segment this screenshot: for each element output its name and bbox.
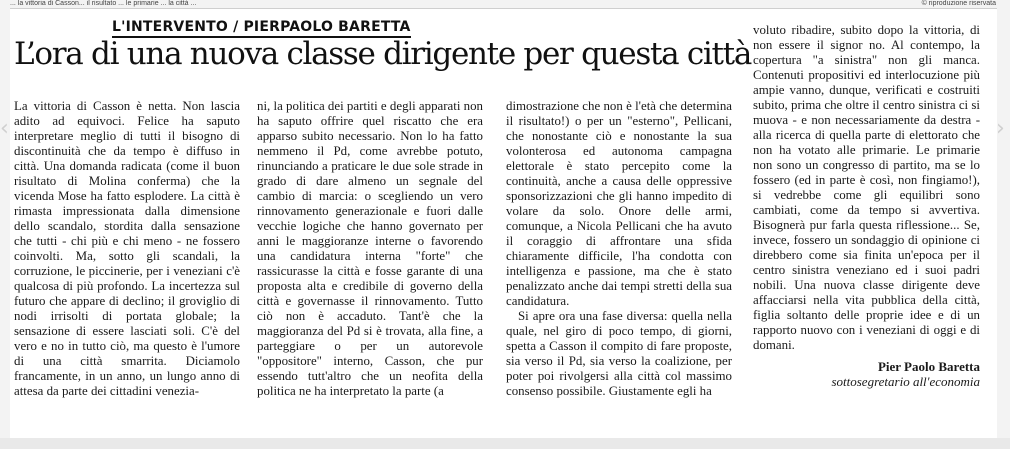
paragraph: voluto ribadire, subito dopo la vittoria, di non essere il signor no. Al contempo, la copertura "a sinistra" non gli manca. Contenuti propositivi ed interlocuzione più ampie vanno, dunque, verificati e costruiti subito, prima che oltre il centro sinistra ci si muova - e non necessariamente da destra - alla ricerca di quella parte di elettorato che non ha votato alle primarie. Le primarie non sono un congresso di partito, ma se lo fossero (ed in parte è così, non fingiamo!), si vedrebbe come gli equilibri sono cambiati, come da tempo si avvertiva. Bisognerà pur farla questa riflessione... Se, invece, fossero un sondaggio di opinione ci direbbero come sia finita un'epoca per il centro sinistra veneziano ed i suoi padri nobili. Una nuova classe dirigente deve affacciarsi nella vita pubblica della città, figlia soltanto delle proprie idee e di un rapporto nuovo con i veneziani di oggi e di domani. bbox=[753, 23, 980, 352]
paragraph: Si apre ora una fase diversa: quella nella quale, nel giro di poco tempo, di giorni, spetta a Casson il compito di fare proposte, sia verso il Pd, sia verso la coalizione, per poter poi rivolgersi alla città col massimo consenso possibile. Giustamente egli ha bbox=[506, 309, 732, 398]
bottom-bar bbox=[0, 438, 1010, 449]
article-kicker: L'INTERVENTO / PIERPAOLO BARETTA bbox=[112, 19, 411, 38]
rights-notice: © riproduzione riservata bbox=[921, 0, 996, 7]
paragraph: dimostrazione che non è l'età che determina il risultato!) o per un "esterno", Pellicani, che nonostante ciò e nonostante la sua volonterosa ed autonoma campagna elettorale è stato percepito come la continuità, anche a causa delle oppressive sponsorizzazioni che gli hanno impedito di volare da solo. Onore delle armi, comunque, a Nicola Pellicani che ha avuto il coraggio di affrontare una sfida chiaramente difficile, l'ha condotta con intelligenza e passione, ma che è stato penalizzato anche dai tempi stretti della sua candidatura. bbox=[506, 99, 732, 308]
author-signature: Pier Paolo Baretta bbox=[877, 359, 980, 374]
article-column-4 bbox=[753, 23, 980, 389]
article-column-2 bbox=[257, 99, 483, 399]
article bbox=[10, 8, 997, 439]
top-strip-text: ... la vittoria di Casson... il risultato ... le primarie ... la città ... bbox=[10, 0, 197, 7]
paragraph: ni, la politica dei partiti e degli apparati non ha saputo offrire quel riscatto che era apparso subito necessario. Non lo ha fatto nemmeno il Pd, come avrebbe potuto, rinunciando a praticare le due sole strade in grado di dare almeno un segnale del cambio di marcia: o scegliendo un vero rinnovamento generazionale e fuori dalle vecchie logiche che hanno governato per anni le maggioranze interne o favorendo una candidatura interna "forte" che rassicurasse la città e fosse garante di una proposta alta e credibile di governo della città e governasse il rinnovamento. Tutto ciò non è accaduto. Tant'è che la maggioranza del Pd si è trovata, alla fine, a parteggiare o per un autorevole "oppositore" interno, Casson, che pur essendo tutt'altro che un neofita della politica ne ha interpretato la parte (a bbox=[257, 99, 483, 398]
article-column-1 bbox=[14, 99, 240, 399]
top-strip bbox=[10, 0, 996, 8]
chevron-right-icon[interactable]: › bbox=[996, 116, 1005, 141]
article-column-3 bbox=[506, 99, 732, 399]
article-headline: L’ora di una nuova classe dirigente per questa città bbox=[14, 36, 752, 72]
author-role: sottosegretario all'economia bbox=[831, 374, 980, 389]
chevron-left-icon[interactable]: ‹ bbox=[0, 116, 9, 141]
paragraph: La vittoria di Casson è netta. Non lascia adito ad equivoci. Felice ha saputo interpretare meglio di tutti il bisogno di discontinuità che da tempo è diffuso in città. Una domanda radicata (come il buon risultato di Molina conferma) che la vicenda Mose ha fatto esplodere. La città è rimasta impressionata dalla dimensione dello scandalo, stordita dalla sensazione che tutti - chi più e chi meno - ne fossero coinvolti. Ma, sotto gli scandali, la corruzione, le piccinerie, per i veneziani c'è qualcosa di più profondo. La incertezza sul futuro che appare di declino; il groviglio di nodi irrisolti di portata globale; la sensazione di essere lasciati soli. C'è del vero e no in tutto ciò, ma questo è l'umore di una città smarrita. Diciamolo francamente, in un anno, un lungo anno di attesa da parte dei cittadini venezia- bbox=[14, 99, 240, 398]
